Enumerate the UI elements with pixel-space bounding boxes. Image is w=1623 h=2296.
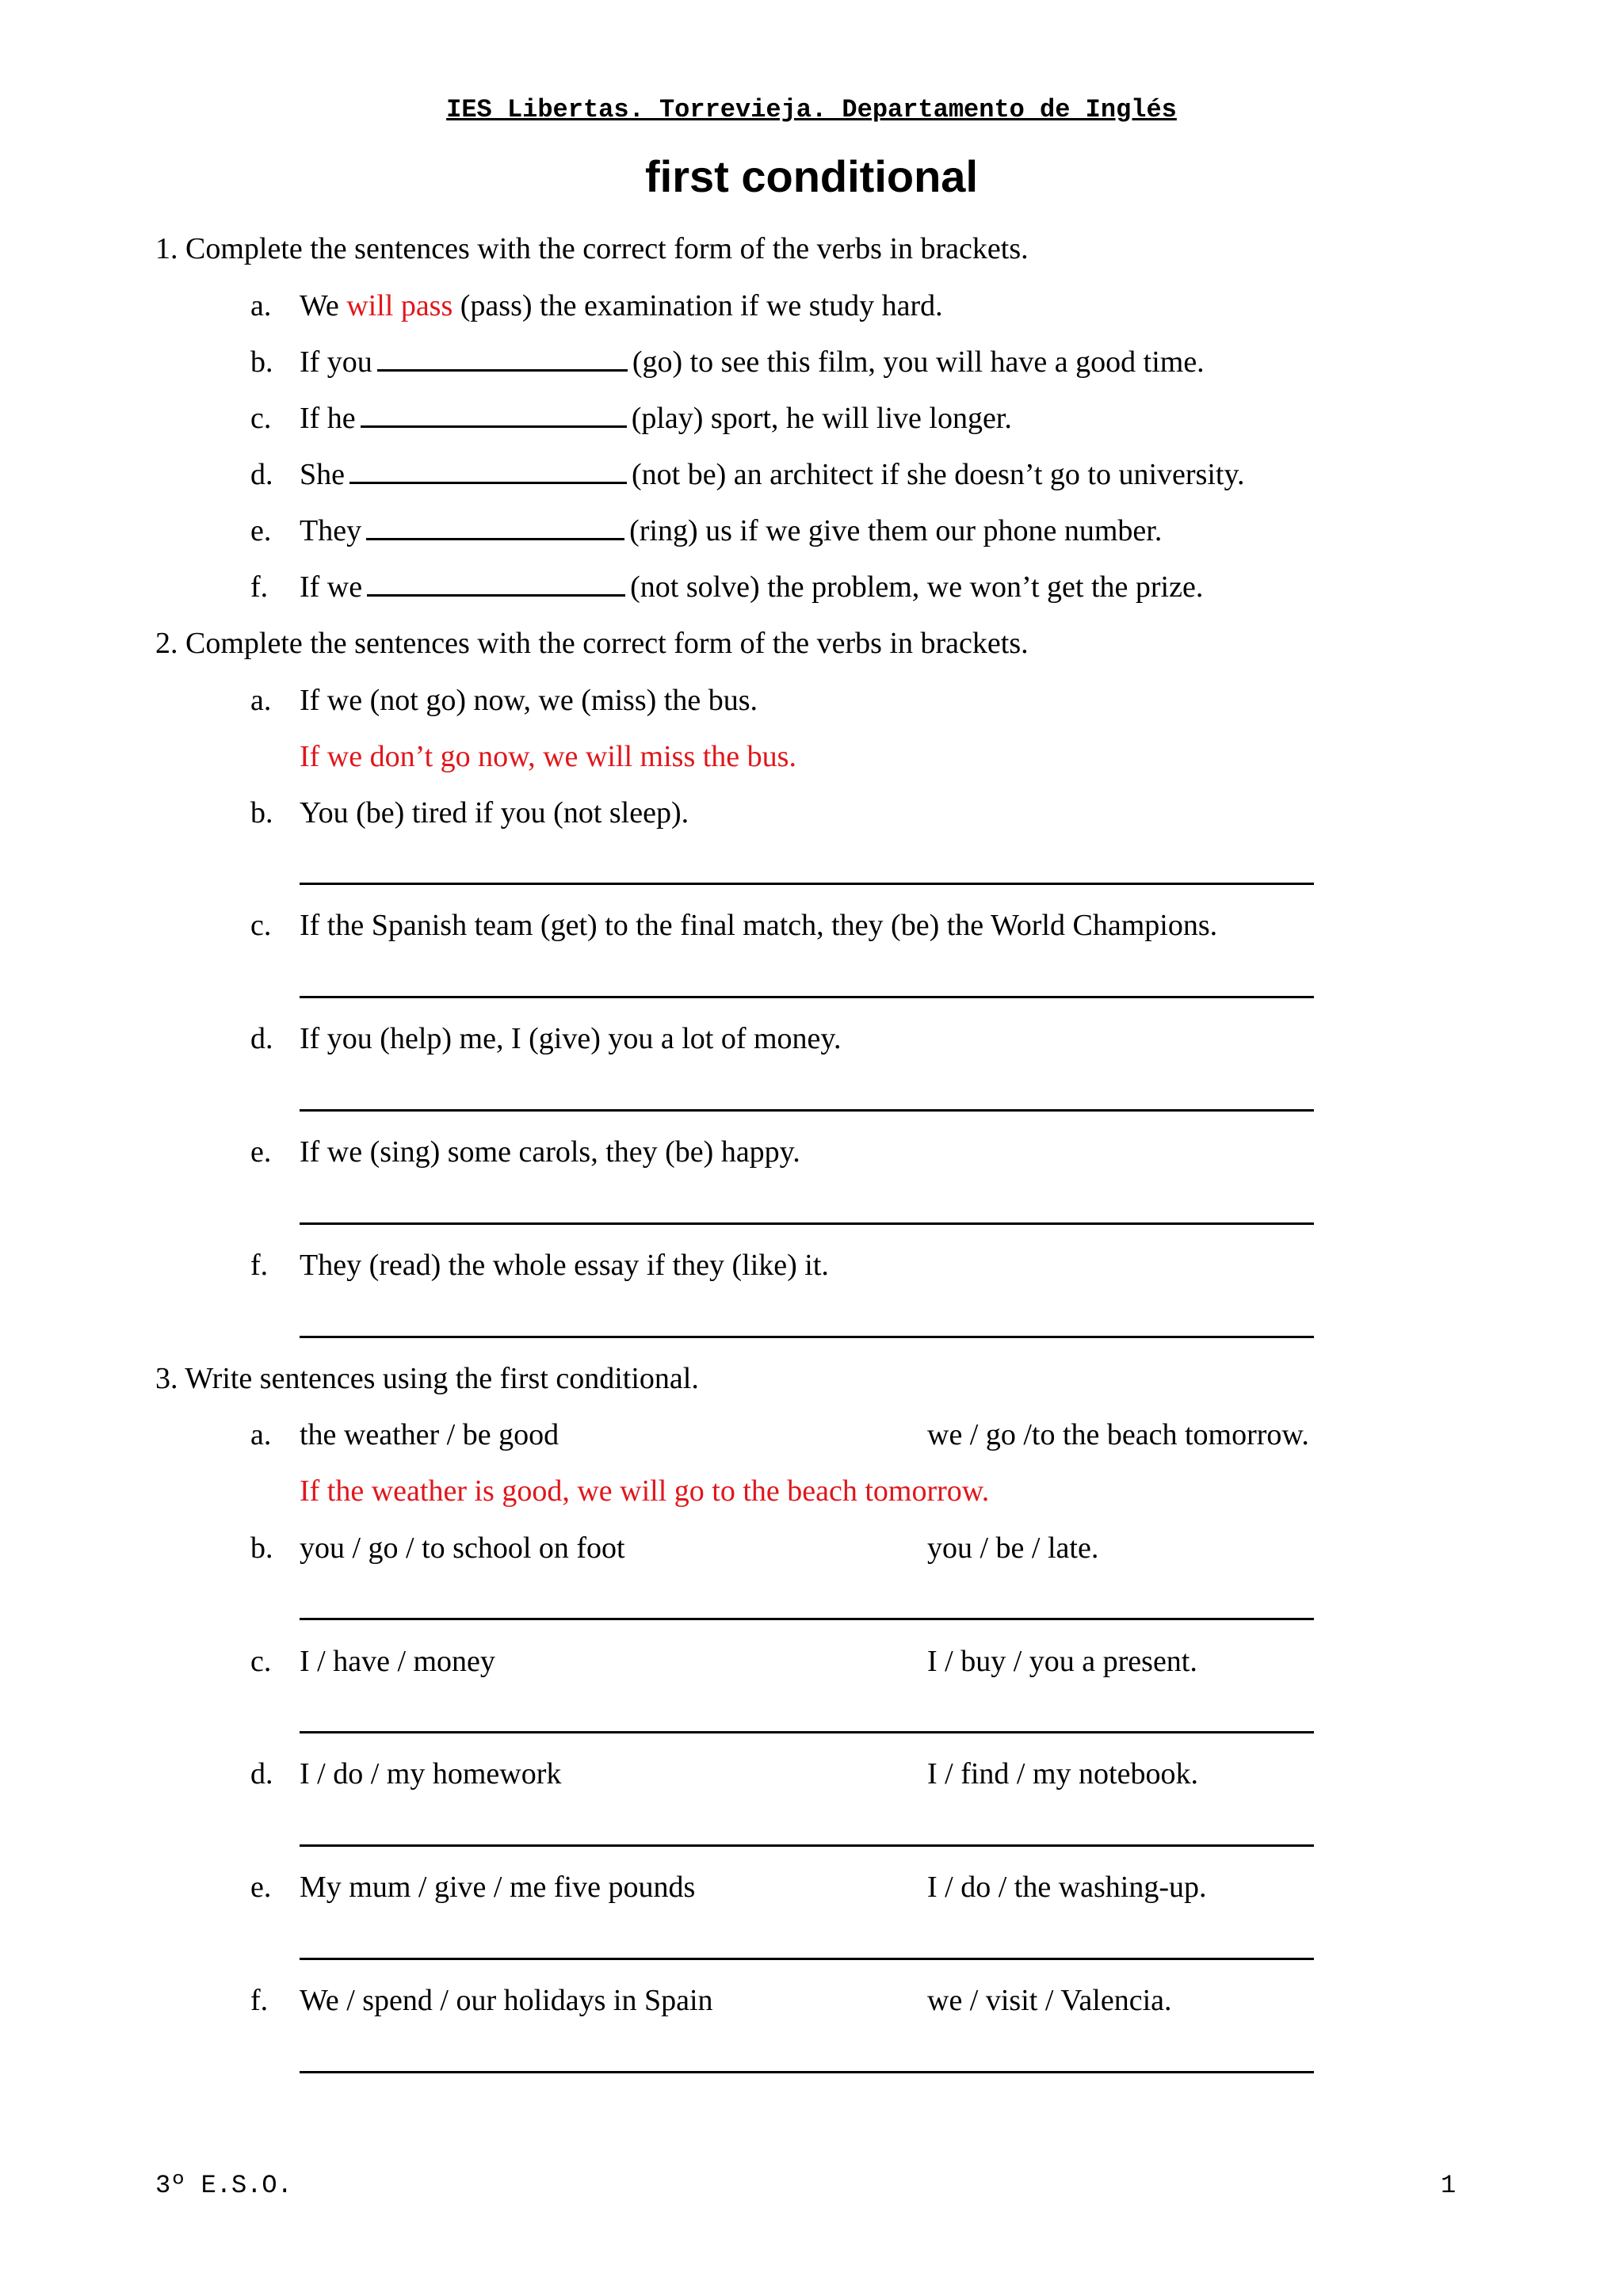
ex2-b-letter: b. <box>250 796 273 830</box>
ex1-b-pre: If you <box>300 345 372 379</box>
ex2-f-prompt: They (read) the whole essay if they (like) it. <box>300 1249 829 1282</box>
ex3-a-answer: If the weather is good, we will go to the beach tomorrow. <box>300 1474 990 1508</box>
ex2-f-answer-line[interactable] <box>300 1336 1314 1338</box>
ex1-f-letter: f. <box>250 570 269 604</box>
ex2-c-prompt: If the Spanish team (get) to the final match, they (be) the World Champions. <box>300 909 1218 942</box>
ex1-e-letter: e. <box>250 514 272 547</box>
ex2-b-prompt: You (be) tired if you (not sleep). <box>300 796 689 830</box>
ex3-f-right: we / visit / Valencia. <box>927 1984 1172 2017</box>
ex3-b-answer-line[interactable] <box>300 1618 1314 1620</box>
ex2-c-answer-line[interactable] <box>300 996 1314 998</box>
ex3-d-letter: d. <box>250 1757 273 1791</box>
ex3-instruction: 3. Write sentences using the first conditional. <box>155 1362 699 1395</box>
ex1-e-post: (ring) us if we give them our phone number. <box>629 514 1163 547</box>
ex3-e-answer-line[interactable] <box>300 1958 1314 1960</box>
ex1-e-pre: They <box>300 514 362 547</box>
ex3-d-answer-line[interactable] <box>300 1844 1314 1847</box>
ex3-b-right: you / be / late. <box>927 1531 1099 1565</box>
ex3-f-answer-line[interactable] <box>300 2071 1314 2073</box>
ex2-e-answer-line[interactable] <box>300 1222 1314 1225</box>
ex1-b-sentence <box>300 345 1205 379</box>
ex2-c-letter: c. <box>250 909 272 942</box>
ex1-b-blank[interactable] <box>377 345 628 372</box>
ex3-a-left: the weather / be good <box>300 1418 559 1451</box>
ex1-f-pre: If we <box>300 570 363 604</box>
ex1-d-blank[interactable] <box>349 458 627 484</box>
ex3-c-left: I / have / money <box>300 1645 495 1678</box>
ex2-e-letter: e. <box>250 1135 272 1169</box>
ex3-b-left: you / go / to school on foot <box>300 1531 625 1565</box>
ex1-a-post: (pass) the examination if we study hard. <box>460 289 943 322</box>
ex1-f-blank[interactable] <box>367 570 625 597</box>
ex2-a-prompt: If we (not go) now, we (miss) the bus. <box>300 684 758 717</box>
ex2-b-answer-line[interactable] <box>300 883 1314 885</box>
ex1-a-pre: We <box>300 289 339 322</box>
ex1-d-sentence <box>300 457 1245 492</box>
ex2-f-letter: f. <box>250 1249 269 1282</box>
ex1-c-pre: If he <box>300 402 356 435</box>
ex3-a-letter: a. <box>250 1418 272 1451</box>
ex1-e-sentence <box>300 513 1162 548</box>
ex1-f-sentence <box>300 570 1203 605</box>
ex3-f-left: We / spend / our holidays in Spain <box>300 1984 713 2017</box>
ex2-a-answer: If we don’t go now, we will miss the bus. <box>300 740 796 773</box>
footer-page-number: 1 <box>1441 2171 1457 2200</box>
ex1-b-letter: b. <box>250 345 273 379</box>
ex1-d-post: (not be) an architect if she doesn’t go to university. <box>632 458 1245 491</box>
ex3-b-letter: b. <box>250 1531 273 1565</box>
ex3-c-answer-line[interactable] <box>300 1731 1314 1733</box>
ex3-c-letter: c. <box>250 1645 272 1678</box>
school-header: IES Libertas. Torrevieja. Departamento de Inglés <box>446 95 1177 124</box>
page-title: first conditional <box>645 151 978 201</box>
ex2-e-prompt: If we (sing) some carols, they (be) happy. <box>300 1135 800 1169</box>
footer-level: 3º E.S.O. <box>155 2171 292 2200</box>
ex1-d-letter: d. <box>250 458 273 491</box>
ex2-instruction: 2. Complete the sentences with the correct form of the verbs in brackets. <box>155 627 1029 660</box>
ex1-c-sentence <box>300 401 1012 436</box>
ex3-d-left: I / do / my homework <box>300 1757 562 1791</box>
ex1-e-blank[interactable] <box>366 514 624 540</box>
ex1-a-letter: a. <box>250 289 272 322</box>
ex1-b-post: (go) to see this film, you will have a good time. <box>632 345 1205 379</box>
ex3-d-right: I / find / my notebook. <box>927 1757 1198 1791</box>
ex2-a-letter: a. <box>250 684 272 717</box>
ex1-a-sentence <box>300 288 943 323</box>
ex3-f-letter: f. <box>250 1984 269 2017</box>
ex1-a-answer: will pass <box>346 289 453 322</box>
ex1-c-post: (play) sport, he will live longer. <box>631 402 1012 435</box>
ex1-c-letter: c. <box>250 402 272 435</box>
ex3-e-right: I / do / the washing-up. <box>927 1871 1207 1904</box>
ex1-f-post: (not solve) the problem, we won’t get the prize. <box>630 570 1204 604</box>
ex2-d-answer-line[interactable] <box>300 1109 1314 1112</box>
ex1-d-pre: She <box>300 458 345 491</box>
ex3-a-right: we / go /to the beach tomorrow. <box>927 1418 1309 1451</box>
ex3-c-right: I / buy / you a present. <box>927 1645 1197 1678</box>
ex2-d-prompt: If you (help) me, I (give) you a lot of money. <box>300 1022 842 1055</box>
ex3-e-left: My mum / give / me five pounds <box>300 1871 696 1904</box>
ex1-c-blank[interactable] <box>361 402 627 428</box>
ex2-d-letter: d. <box>250 1022 273 1055</box>
ex1-instruction: 1. Complete the sentences with the correct form of the verbs in brackets. <box>155 232 1029 265</box>
ex3-e-letter: e. <box>250 1871 272 1904</box>
